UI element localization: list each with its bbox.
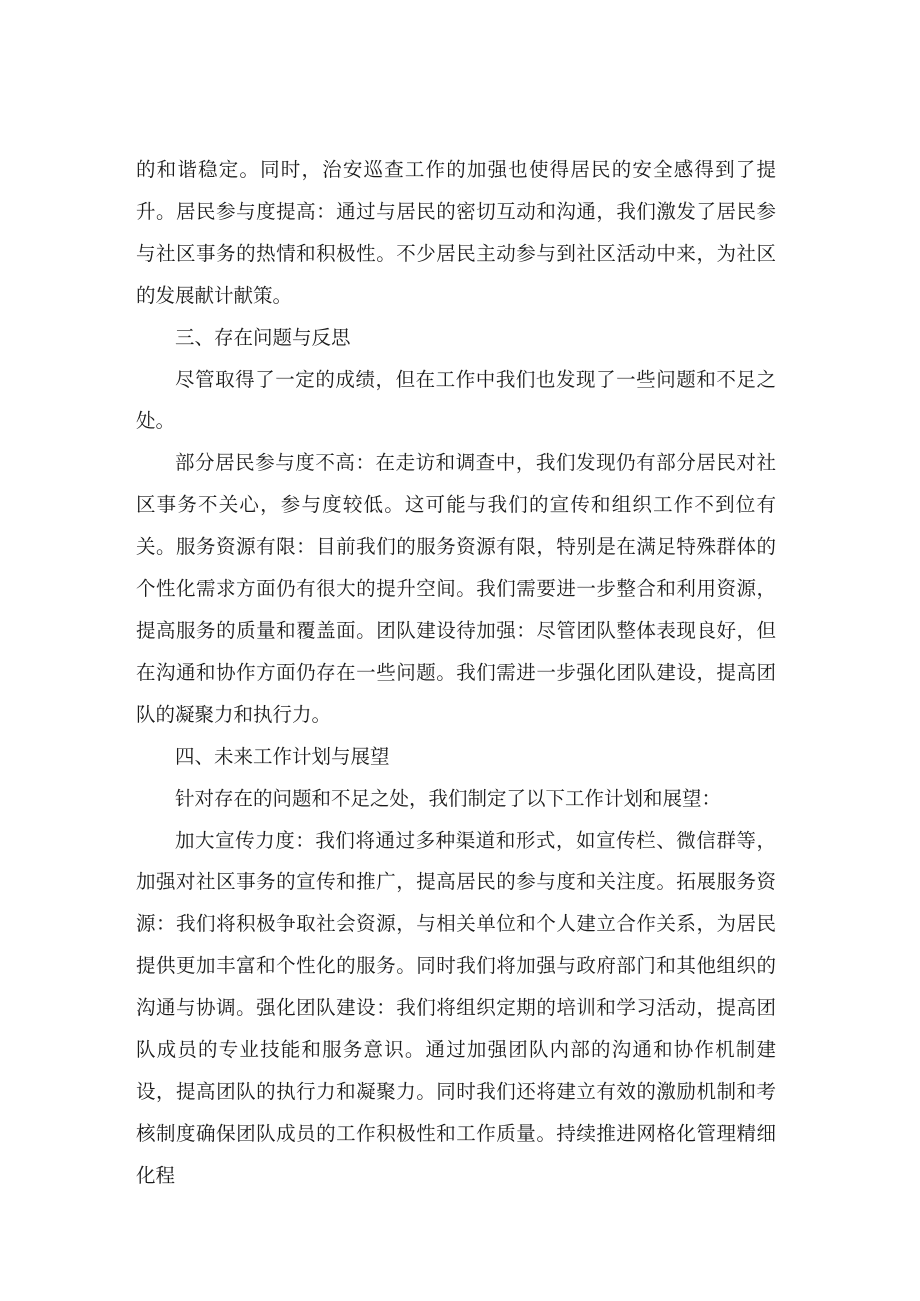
paragraph-plan-intro: 针对存在的问题和不足之处，我们制定了以下工作计划和展望： [175,786,722,810]
section-heading-problems: 三、存在问题与反思 [175,325,351,349]
paragraph-results-continued: 的和谐稳定。同时，治安巡查工作的加强也使得居民的安全感得到了提升。居民参与度提高：通过与居民的密切互动和沟通，我们激发了居民参与社区事务的热情和积极性。不少居民主动参与到社区活动中来，为社区的发展献计献策。 [136,158,776,307]
paragraph-problems-detail: 部分居民参与度不高：在走访和调查中，我们发现仍有部分居民对社区事务不关心，参与度较低。这可能与我们的宣传和组织工作不到位有关。服务资源有限：目前我们的服务资源有限，特别是在满足特殊群体的个性化需求方面仍有很大的提升空间。我们需要进一步整合和利用资源，提高服务的质量和覆盖面。团队建设待加强：尽管团队整体表现良好，但在沟通和协作方面仍存在一些问题。我们需进一步强化团队建设，提高团队的凝聚力和执行力。 [136,451,776,726]
paragraph-plan-detail: 加大宣传力度：我们将通过多种渠道和形式，如宣传栏、微信群等，加强对社区事务的宣传和推广，提高居民的参与度和关注度。拓展服务资源：我们将积极争取社会资源，与相关单位和个人建立合作关系，为居民提供更加丰富和个性化的服务。同时我们将加强与政府部门和其他组织的沟通与协调。强化团队建设：我们将组织定期的培训和学习活动，提高团队成员的专业技能和服务意识。通过加强团队内部的沟通和协作机制建设，提高团队的执行力和凝聚力。同时我们还将建立有效的激励机制和考核制度确保团队成员的工作积极性和工作质量。持续推进网格化管理精细化程 [136,828,776,1187]
document-page [136,149,776,1197]
section-heading-future-plan: 四、未来工作计划与展望 [175,744,390,768]
paragraph-problems-intro: 尽管取得了一定的成绩，但在工作中我们也发现了一些问题和不足之处。 [136,367,776,433]
